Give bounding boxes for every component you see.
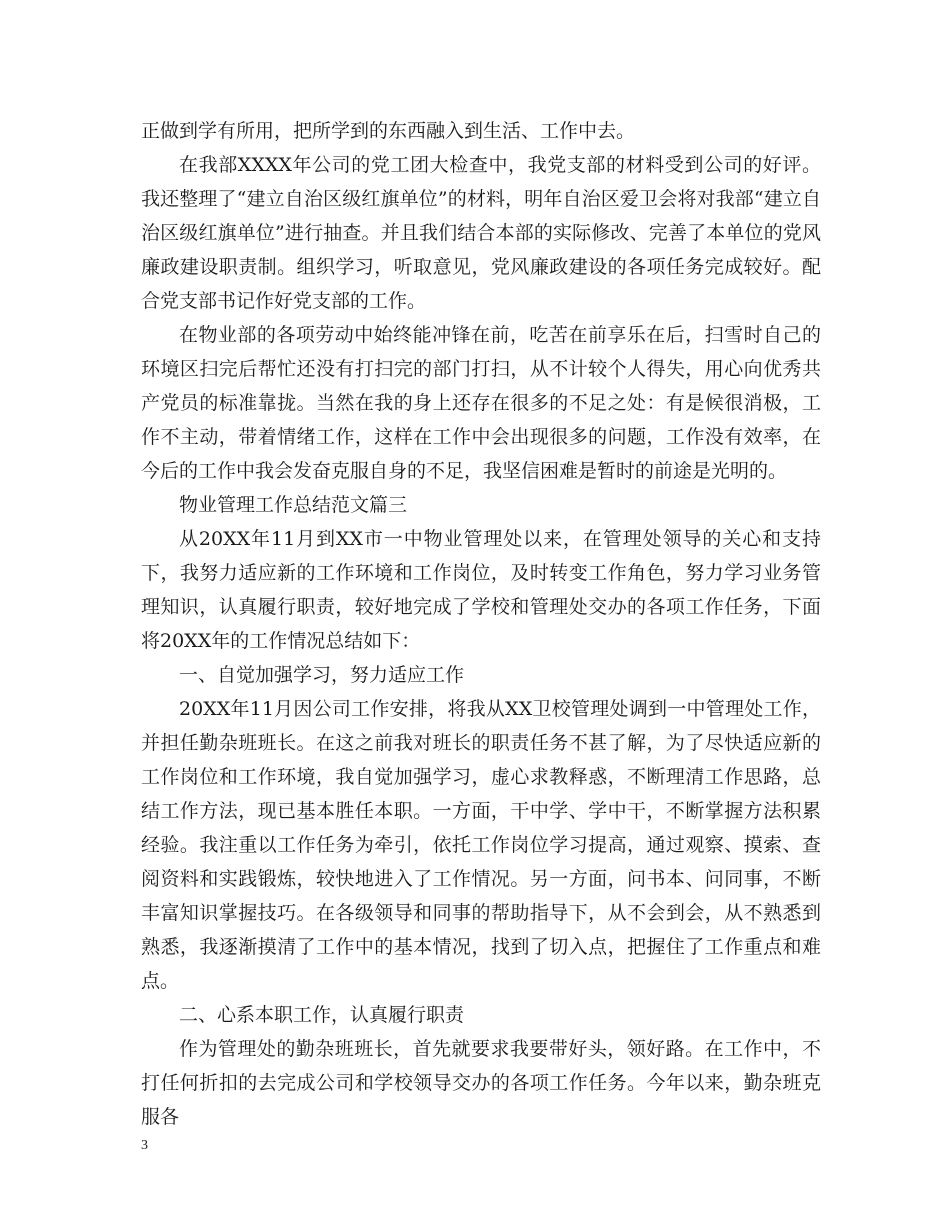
document-body (141, 114, 821, 1134)
paragraph-continuation: 正做到学有所用，把所学到的东西融入到生活、工作中去。 (141, 120, 636, 142)
section-title: 物业管理工作总结范文篇三 (179, 494, 408, 516)
paragraph: 在我部XXXX年公司的党工团大检查中，我党支部的材料受到公司的好评。我还整理了“建立自治区级红旗单位”的材料，明年自治区爱卫会将对我部“建立自治区级红旗单位”进行抽查。并且我们结合本部的实际修改、完善了本单位的党风廉政建设职责制。组织学习，听取意见，党风廉政建设的各项任务完成较好。配合党支部书记作好党支部的工作。 (141, 154, 821, 312)
section-heading: 二、心系本职工作，认真履行职责 (179, 1004, 465, 1026)
paragraph: 在物业部的各项劳动中始终能冲锋在前，吃苦在前享乐在后，扫雪时自己的环境区扫完后帮忙还没有打扫完的部门打扫，从不计较个人得失，用心向优秀共产党员的标准靠拢。当然在我的身上还存在很多的不足之处：有是候很消极，工作不主动，带着情绪工作，这样在工作中会出现很多的问题，工作没有效率，在今后的工作中我会发奋克服自身的不足，我坚信困难是暂时的前途是光明的。 (141, 324, 821, 482)
paragraph: 20XX年11月因公司工作安排，将我从XX卫校管理处调到一中管理处工作，并担任勤杂班班长。在这之前我对班长的职责任务不甚了解，为了尽快适应新的工作岗位和工作环境，我自觉加强学习，虚心求教释惑，不断理清工作思路，总结工作方法，现已基本胜任本职。一方面，干中学、学中干，不断掌握方法积累经验。我注重以工作任务为牵引，依托工作岗位学习提高，通过观察、摸索、查阅资料和实践锻炼，较快地进入了工作情况。另一方面，问书本、问同事，不断丰富知识掌握技巧。在各级领导和同事的帮助指导下，从不会到会，从不熟悉到熟悉，我逐渐摸清了工作中的基本情况，找到了切入点，把握住了工作重点和难点。 (141, 698, 821, 992)
section-heading: 一、自觉加强学习，努力适应工作 (179, 664, 465, 686)
paragraph: 从20XX年11月到XX市一中物业管理处以来，在管理处领导的关心和支持下，我努力适应新的工作环境和工作岗位，及时转变工作角色，努力学习业务管理知识，认真履行职责，较好地完成了学校和管理处交办的各项工作任务，下面将20XX年的工作情况总结如下： (141, 528, 821, 652)
paragraph: 作为管理处的勤杂班班长，首先就要求我要带好头，领好路。在工作中，不打任何折扣的去完成公司和学校领导交办的各项工作任务。今年以来，勤杂班克服各 (141, 1038, 821, 1128)
page-number: 3 (141, 1138, 148, 1153)
